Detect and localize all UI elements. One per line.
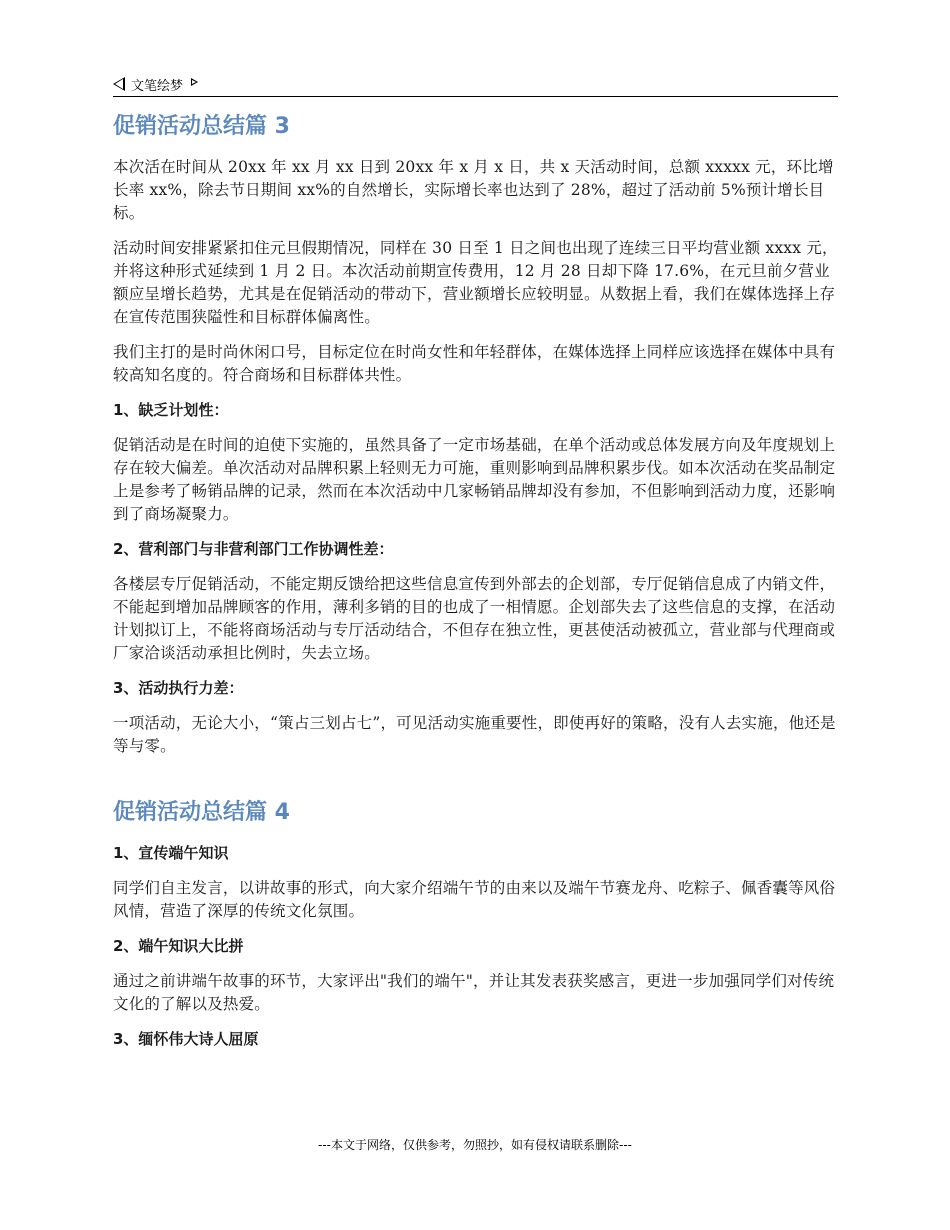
triangle-right-icon	[191, 78, 198, 86]
subheading: 1、宣传端午知识	[113, 844, 229, 862]
paragraph: 各楼层专厅促销活动，不能定期反馈给把这些信息宣传到外部去的企划部，专厅促销信息成了内销文件，不能起到增加品牌顾客的作用，薄利多销的目的也成了一相情愿。企划部失去了这些信息的支撑，在活动计划拟订上，不能将商场活动与专厅活动结合，不但存在独立性，更甚使活动被孤立，营业部与代理商或厂家洽谈活动承担比例时，失去立场。	[113, 575, 836, 662]
section-title: 促销活动总结篇 4	[113, 800, 290, 825]
paragraph: 促销活动是在时间的迫使下实施的，虽然具备了一定市场基础，在单个活动或总体发展方向及年度规划上存在较大偏差。单次活动对品牌积累上轻则无力可施，重则影响到品牌积累步伐。如本次活动在奖品制定上是参考了畅销品牌的记录，然而在本次活动中几家畅销品牌却没有参加，不但影响到活动力度，还影响到了商场凝聚力。	[113, 436, 836, 523]
subheading: 1、缺乏计划性：	[113, 401, 229, 419]
triangle-left-icon	[113, 77, 125, 91]
subheading: 2、营利部门与非营利部门工作协调性差：	[113, 540, 394, 558]
paragraph: 同学们自主发言，以讲故事的形式，向大家介绍端午节的由来以及端午节赛龙舟、吃粽子、佩香囊等风俗风情，营造了深厚的传统文化氛围。	[113, 879, 836, 920]
header-brand: 文笔绘梦	[131, 78, 184, 94]
subheading: 3、缅怀伟大诗人屈原	[113, 1030, 259, 1048]
section-spacer	[113, 770, 838, 798]
section-title: 促销活动总结篇 3	[113, 114, 290, 139]
page-footer: ---本文于网络，仅供参考，勿照抄，如有侵权请联系删除---	[318, 1138, 632, 1152]
paragraph: 活动时间安排紧紧扣住元旦假期情况，同样在 30 日至 1 日之间也出现了连续三日平均营业额 xxxx 元，并将这种形式延续到 1 月 2 日。本次活动前期宣传费用，12 月 28 日却下降 17.6%，在元旦前夕营业额应呈增长趋势，尤其是在促销活动的带动下，营业额增长应较明显。从数据上看，我们在媒体选择上存在宣传范围狭隘性和目标群体偏离性。	[113, 239, 838, 326]
document-content	[113, 112, 838, 1063]
document-page	[113, 0, 838, 1230]
paragraph: 我们主打的是时尚休闲口号，目标定位在时尚女性和年轻群体，在媒体选择上同样应该选择在媒体中具有较高知名度的。符合商场和目标群体共性。	[113, 343, 836, 384]
paragraph: 本次活在时间从 20xx 年 xx 月 xx 日到 20xx 年 x 月 x 日，共 x 天活动时间，总额 xxxxx 元，环比增长率 xx%，除去节日期间 xx%的自然增长，实际增长率也达到了 28%，超过了活动前 5%预计增长目标。	[113, 158, 834, 222]
paragraph: 一项活动，无论大小，“策占三划占七”，可见活动实施重要性，即使再好的策略，没有人去实施，他还是等与零。	[113, 714, 836, 755]
subheading: 2、端午知识大比拼	[113, 937, 244, 955]
subheading: 3、活动执行力差：	[113, 679, 244, 697]
paragraph: 通过之前讲端午故事的环节，大家评出"我们的端午"，并让其发表获奖感言，更进一步加强同学们对传统文化的了解以及热爱。	[113, 972, 835, 1013]
page-header	[113, 72, 838, 97]
